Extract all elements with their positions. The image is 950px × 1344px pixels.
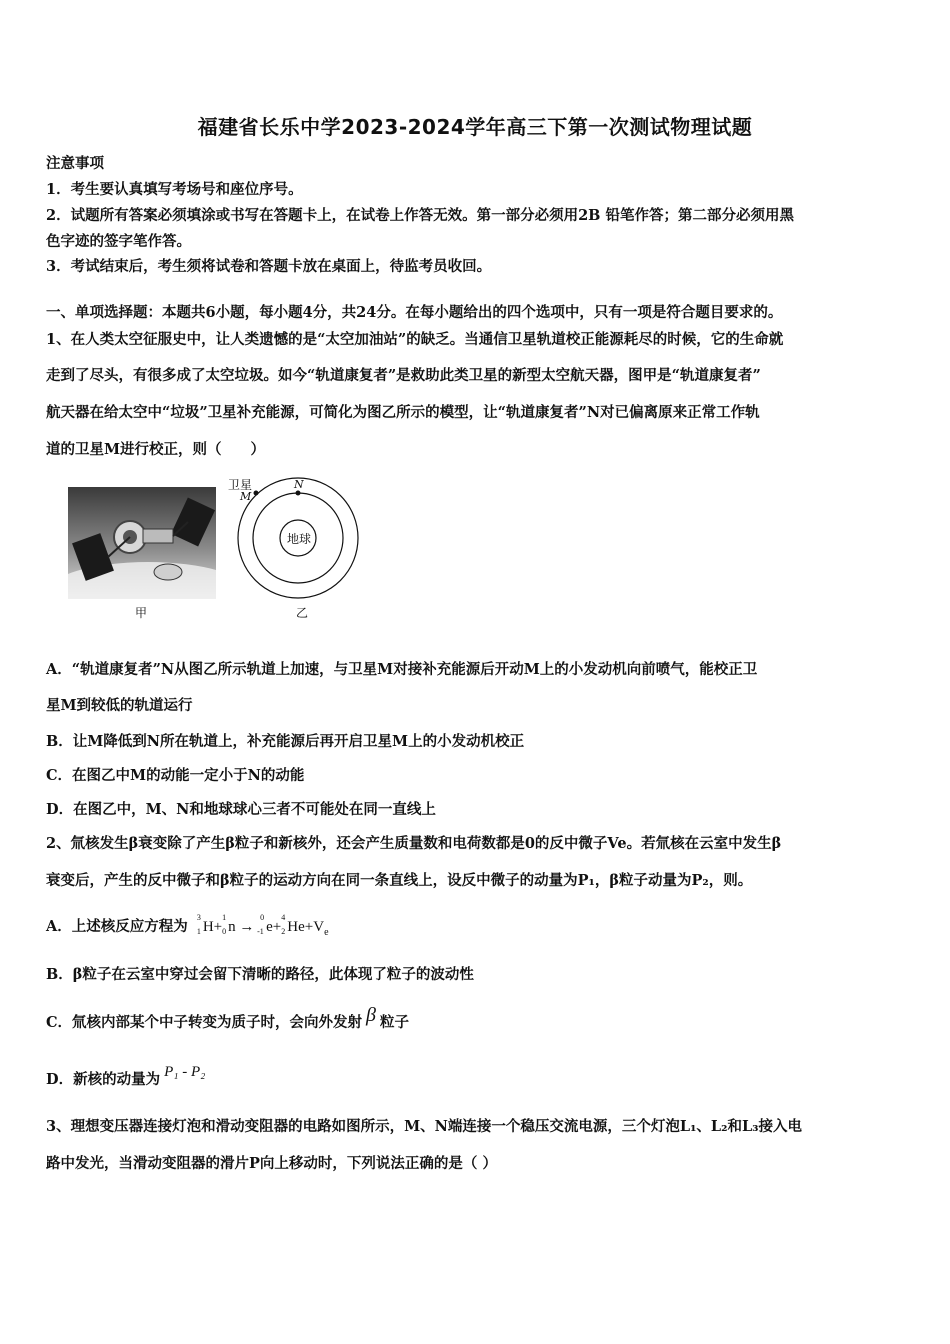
question-1-text: 航天器在给太空中“垃圾”卫星补充能源，可简化为图乙所示的模型，让“轨道康复者”N对已偏离原来正常工作轨 bbox=[46, 404, 760, 421]
label-m: M bbox=[240, 490, 252, 503]
question-2-text: 2、氚核发生β衰变除了产生β粒子和新核外，还会产生质量数和电荷数都是0的反中微子Ve。若氚核在云室中发生β bbox=[46, 835, 782, 852]
notice-item: 1．考生要认真填写考场号和座位序号。 bbox=[46, 181, 303, 198]
section-heading: 一、单项选择题：本题共6小题，每小题4分，共24分。在每小题给出的四个选项中，只有一项是符合题目要求的。 bbox=[46, 304, 783, 321]
notice-heading: 注意事项 bbox=[46, 155, 104, 172]
notice-item: 3．考试结束后，考生须将试卷和答题卡放在桌面上，待监考员收回。 bbox=[46, 258, 492, 275]
option-a-row bbox=[46, 915, 906, 938]
option-c: C．在图乙中M的动能一定小于N的动能 bbox=[46, 767, 305, 784]
question-1-text: 道的卫星M进行校正，则（ ） bbox=[46, 441, 266, 458]
label-n: N bbox=[294, 478, 304, 491]
option-d-label: D．新核的动量为 bbox=[46, 1071, 161, 1088]
notice-item: 2．试题所有答案必须填涂或书写在答题卡上，在试卷上作答无效。第一部分必须用2B 铅笔作答；第二部分必须用黑 bbox=[46, 207, 794, 224]
caption-yi: 乙 bbox=[296, 606, 309, 620]
question-1-text: 1、在人类太空征服史中，让人类遗憾的是“太空加油站”的缺乏。当通信卫星轨道校正能源耗尽的时候，它的生命就 bbox=[46, 331, 784, 348]
question-2-text: 衰变后，产生的反中微子和β粒子的运动方向在同一条直线上，设反中微子的动量为P₁，β粒子动量为P₂，则。 bbox=[46, 872, 753, 889]
option-b: B．β粒子在云室中穿过会留下清晰的路径，此体现了粒子的波动性 bbox=[46, 966, 474, 983]
satellite-n-dot bbox=[296, 491, 301, 496]
notice-item: 色字迹的签字笔作答。 bbox=[46, 233, 191, 250]
caption-jia: 甲 bbox=[135, 606, 148, 620]
question-1-text: 走到了尽头，有很多成了太空垃圾。如今“轨道康复者”是救助此类卫星的新型太空航天器，图甲是“轨道康复者” bbox=[46, 367, 761, 384]
option-a-cont: 星M到较低的轨道运行 bbox=[46, 697, 193, 714]
page-title: 福建省长乐中学2023-2024学年高三下第一次测试物理试题 bbox=[197, 115, 753, 139]
option-a: A．“轨道康复者”N从图乙所示轨道上加速，与卫星M对接补充能源后开动M上的小发动机向前喷气，能校正卫 bbox=[46, 661, 758, 678]
momentum-formula: P₁ - P₂ bbox=[164, 1064, 206, 1080]
satellite-photo bbox=[68, 487, 216, 599]
option-d-row bbox=[46, 1064, 906, 1089]
label-earth: 地球 bbox=[287, 532, 312, 546]
option-c-label: C．氚核内部某个中子转变为质子时，会向外发射 bbox=[46, 1014, 363, 1031]
beta-symbol: β bbox=[366, 1004, 377, 1026]
option-d: D．在图乙中，M、N和地球球心三者不可能处在同一直线上 bbox=[46, 801, 436, 818]
nuclear-equation: 3 1 H+ 1 0 n → 0 -1 e+ 4 2 $He+V_e$ bbox=[196, 913, 329, 938]
option-a-label: A．上述核反应方程为 bbox=[46, 918, 188, 935]
option-c-suffix: 粒子 bbox=[380, 1014, 410, 1031]
option-b: B．让M降低到N所在轨道上，补充能源后再开启卫星M上的小发动机校正 bbox=[46, 733, 525, 750]
question-3-text: 3、理想变压器连接灯泡和滑动变阻器的电路如图所示，M、N端连接一个稳压交流电源，三个灯泡L₁、L₂和L₃接入电 bbox=[46, 1118, 803, 1135]
option-c-row bbox=[46, 1004, 906, 1033]
label-satellite: 卫星 bbox=[228, 478, 253, 492]
question-3-text: 路中发光，当滑动变阻器的滑片P向上移动时，下列说法正确的是（ ） bbox=[46, 1155, 497, 1172]
